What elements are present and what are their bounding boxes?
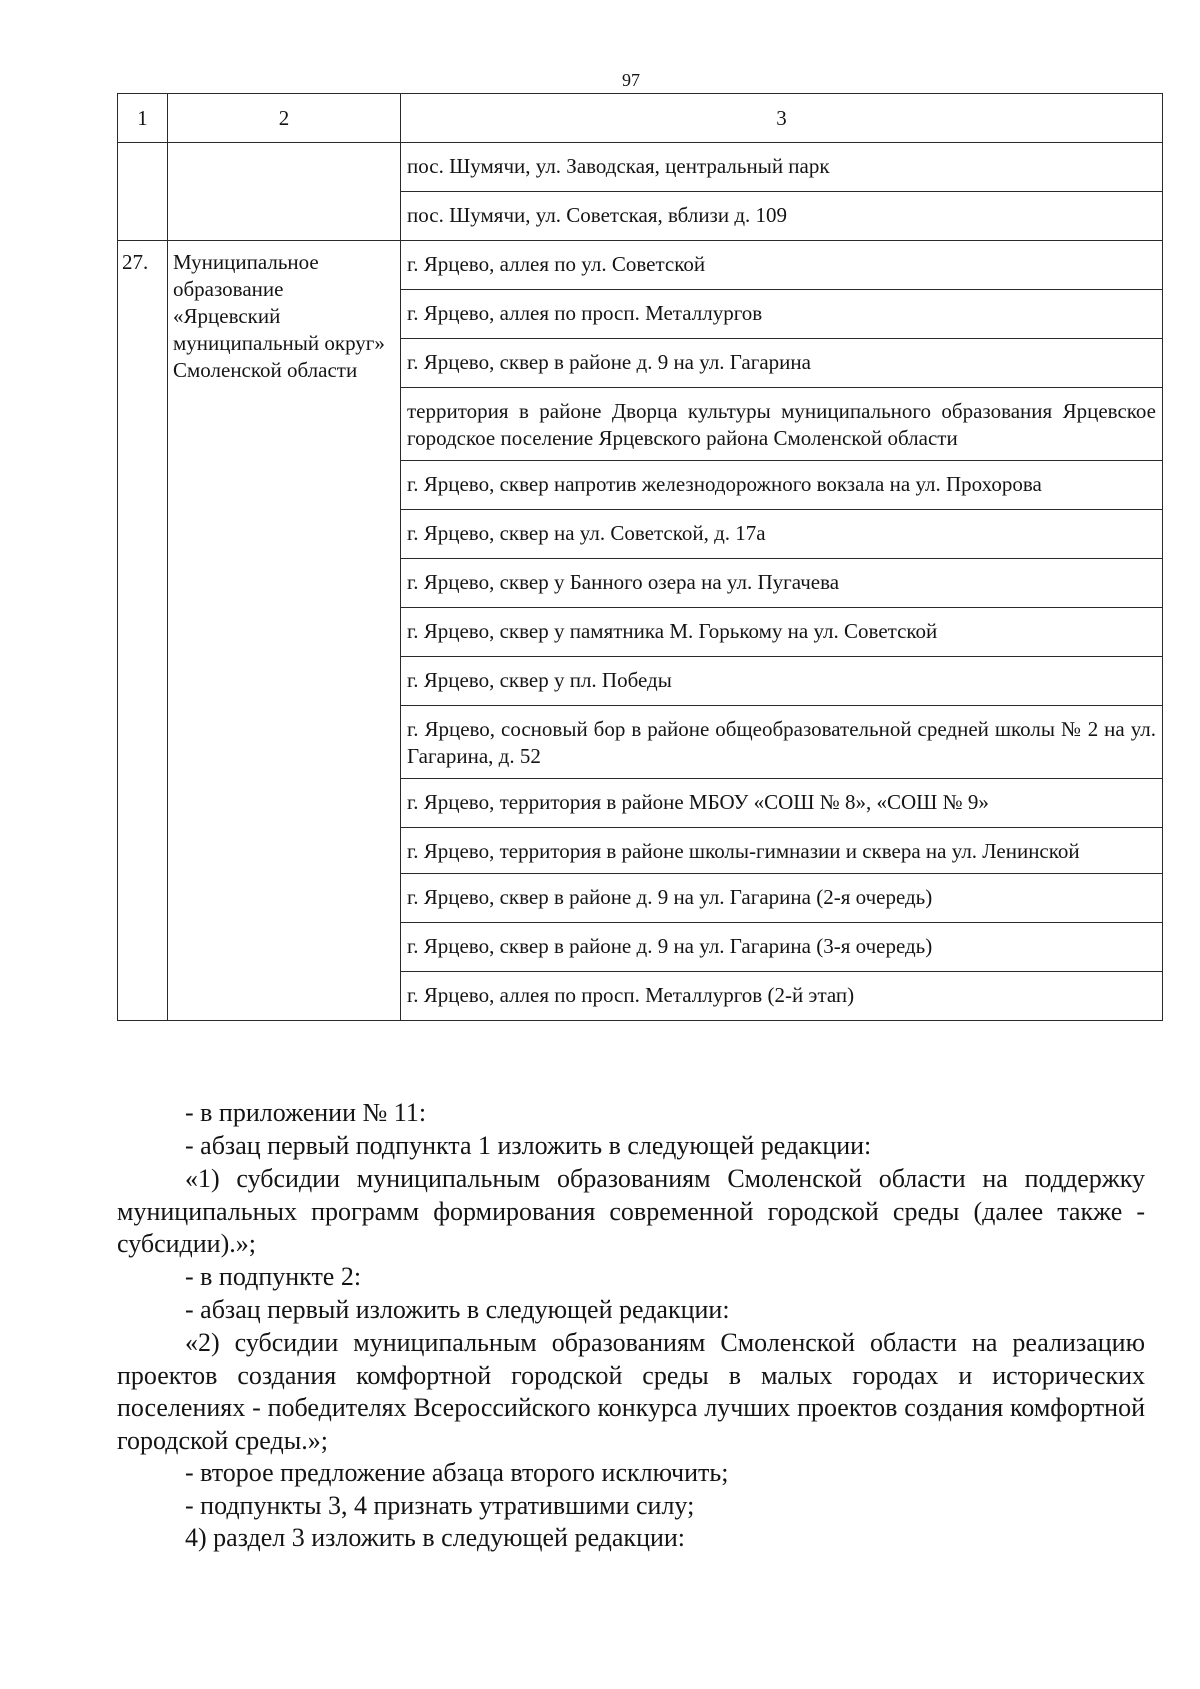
location-cell: г. Ярцево, сквер в районе д. 9 на ул. Гагарина (2-я очередь) <box>401 874 1163 923</box>
body-paragraph: - подпункты 3, 4 признать утратившими силу; <box>185 1491 695 1520</box>
location-cell: пос. Шумячи, ул. Советская, вблизи д. 109 <box>401 192 1163 241</box>
location-cell: г. Ярцево, сквер в районе д. 9 на ул. Гагарина (3-я очередь) <box>401 923 1163 972</box>
table-row <box>118 241 1163 290</box>
location-cell: г. Ярцево, территория в районе МБОУ «СОШ № 8», «СОШ № 9» <box>401 779 1163 828</box>
location-cell: г. Ярцево, аллея по ул. Советской <box>401 241 1163 290</box>
location-cell: г. Ярцево, сквер у пл. Победы <box>401 657 1163 706</box>
column-header-2: 2 <box>168 94 401 143</box>
municipality-name: Муниципальное образование «Ярцевский муниципальный округ» Смоленской области <box>168 241 401 1021</box>
location-cell: г. Ярцево, территория в районе школы-гимназии и сквера на ул. Ленинской <box>401 828 1163 874</box>
body-paragraph: - абзац первый подпункта 1 изложить в следующей редакции: <box>185 1131 872 1160</box>
body-paragraph: 4) раздел 3 изложить в следующей редакции: <box>185 1523 686 1552</box>
locations-table <box>117 93 1163 1021</box>
body-paragraph: - в подпункте 2: <box>185 1262 362 1291</box>
entry-number: 27. <box>118 241 168 1021</box>
location-cell: г. Ярцево, сквер у Банного озера на ул. Пугачева <box>401 559 1163 608</box>
location-cell: территория в районе Дворца культуры муниципального образования Ярцевское городское поселение Ярцевского района Смоленской области <box>401 388 1163 461</box>
location-cell: г. Ярцево, сосновый бор в районе общеобразовательной средней школы № 2 на ул. Гагарина, д. 52 <box>401 706 1163 779</box>
table-header-row <box>118 94 1163 143</box>
location-cell: г. Ярцево, сквер у памятника М. Горькому на ул. Советской <box>401 608 1163 657</box>
table-row <box>118 143 1163 192</box>
column-header-1: 1 <box>118 94 168 143</box>
location-cell: г. Ярцево, сквер в районе д. 9 на ул. Гагарина <box>401 339 1163 388</box>
column-header-3: 3 <box>401 94 1163 143</box>
body-paragraph: - второе предложение абзаца второго исключить; <box>185 1458 729 1487</box>
location-cell: г. Ярцево, аллея по просп. Металлургов <box>401 290 1163 339</box>
empty-number-cell <box>118 143 168 241</box>
page-number: 97 <box>622 70 640 90</box>
location-cell: г. Ярцево, сквер напротив железнодорожного вокзала на ул. Прохорова <box>401 461 1163 510</box>
location-cell: пос. Шумячи, ул. Заводская, центральный парк <box>401 143 1163 192</box>
empty-municipality-cell <box>168 143 401 241</box>
location-cell: г. Ярцево, сквер на ул. Советской, д. 17а <box>401 510 1163 559</box>
body-paragraph: - в приложении № 11: <box>185 1098 427 1127</box>
location-cell: г. Ярцево, аллея по просп. Металлургов (2-й этап) <box>401 972 1163 1021</box>
body-paragraph: - абзац первый изложить в следующей редакции: <box>185 1295 730 1324</box>
body-paragraph: «1) субсидии муниципальным образованиям Смоленской области на поддержку муниципальных программ формирования современной городской среды (далее также - субсидии).»; <box>117 1164 1145 1258</box>
body-paragraph: «2) субсидии муниципальным образованиям Смоленской области на реализацию проектов создания комфортной городской среды в малых городах и исторических поселениях - победителях Всероссийского конкурса лучших проектов создания комфортной городской среды.»; <box>117 1328 1145 1455</box>
